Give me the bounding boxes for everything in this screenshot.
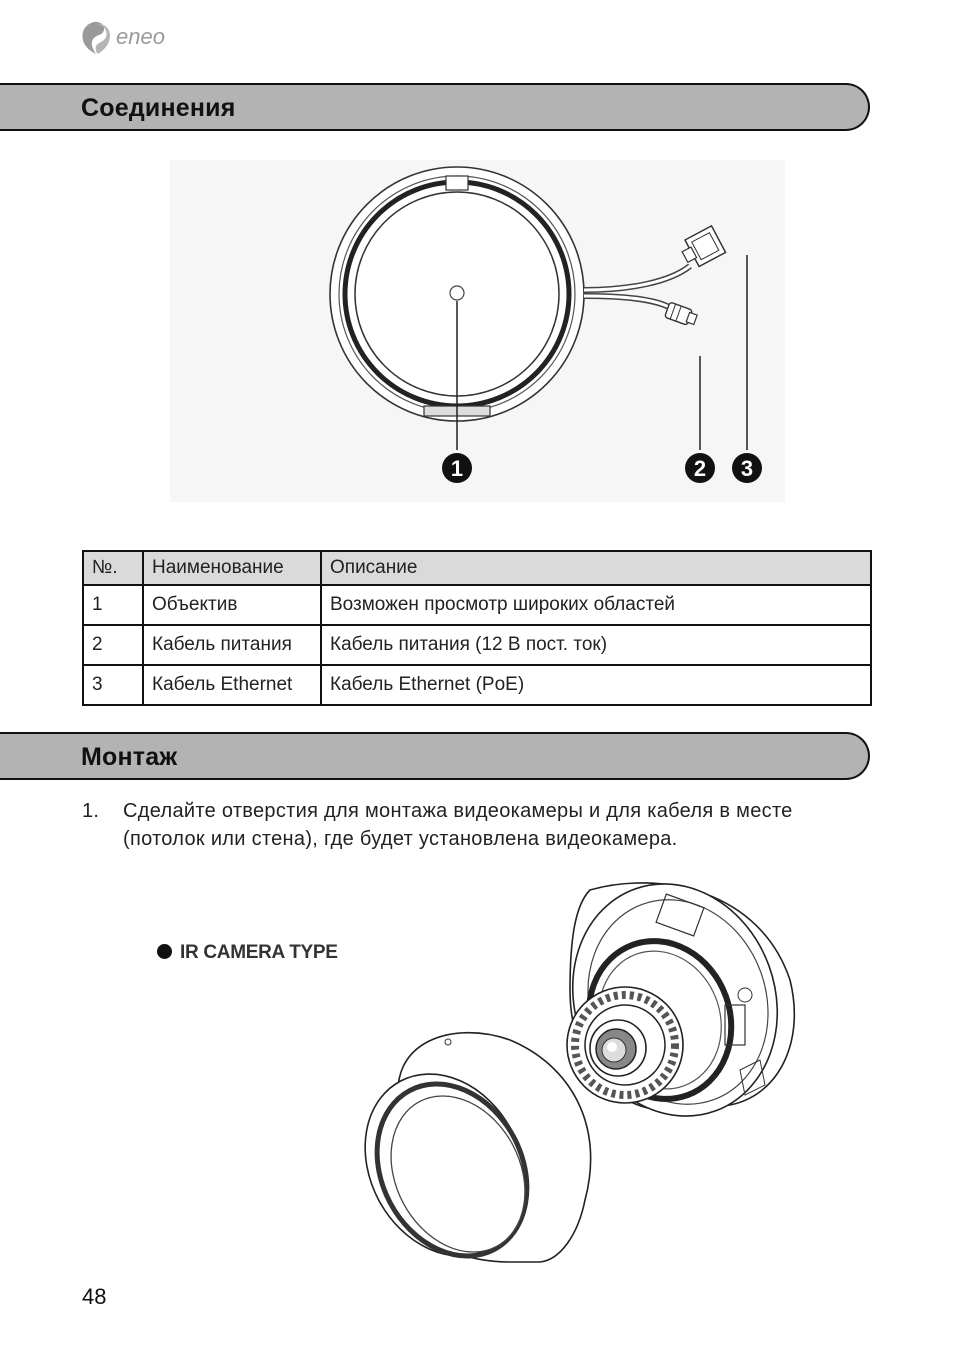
page-number: 48: [82, 1284, 107, 1309]
section-title: Соединения: [81, 94, 236, 122]
table-row: [83, 625, 871, 665]
ir-camera-type-text: IR CAMERA TYPE: [180, 942, 338, 963]
callout-1: [442, 453, 472, 483]
header-name: Наименование: [143, 551, 321, 585]
section-header-mounting: [0, 732, 870, 780]
step-number: 1.: [82, 800, 100, 822]
section-title: Монтаж: [81, 743, 178, 771]
header-description: Описание: [321, 551, 871, 585]
callout-2: [685, 453, 715, 483]
eneo-logo-mark: [80, 16, 190, 60]
cell-number: 3: [83, 665, 143, 705]
camera-connections-figure: [170, 160, 785, 507]
svg-text:1: 1: [450, 456, 464, 481]
connections-table: [82, 550, 872, 706]
cell-name: Объектив: [143, 585, 321, 625]
camera-base: [541, 870, 810, 1145]
ir-camera-type-label: [157, 942, 338, 964]
svg-text:2: 2: [693, 456, 707, 481]
dome-camera-exploded-figure: [360, 870, 810, 1275]
cell-number: 1: [83, 585, 143, 625]
svg-text:eneo: eneo: [116, 24, 165, 49]
svg-text:3: 3: [740, 456, 754, 481]
bullet-dot-icon: [157, 944, 172, 959]
table-row: [83, 665, 871, 705]
section-header-connections: [0, 83, 870, 131]
callout-3: [732, 453, 762, 483]
cell-number: 2: [83, 625, 143, 665]
dome-cover: [360, 1033, 591, 1270]
table-row: [83, 585, 871, 625]
cell-description: Кабель питания (12 В пост. ток): [321, 625, 871, 665]
header-number: №.: [83, 551, 143, 585]
cell-name: Кабель питания: [143, 625, 321, 665]
cell-description: Возможен просмотр широких областей: [321, 585, 871, 625]
eneo-logo: [80, 16, 190, 60]
cell-name: Кабель Ethernet: [143, 665, 321, 705]
step-text: Сделайте отверстия для монтажа видеокамеры и для кабеля в месте (потолок или стена), где будет установлена видеокамера.: [123, 800, 793, 850]
cell-description: Кабель Ethernet (PoE): [321, 665, 871, 705]
table-header-row: [83, 551, 871, 585]
